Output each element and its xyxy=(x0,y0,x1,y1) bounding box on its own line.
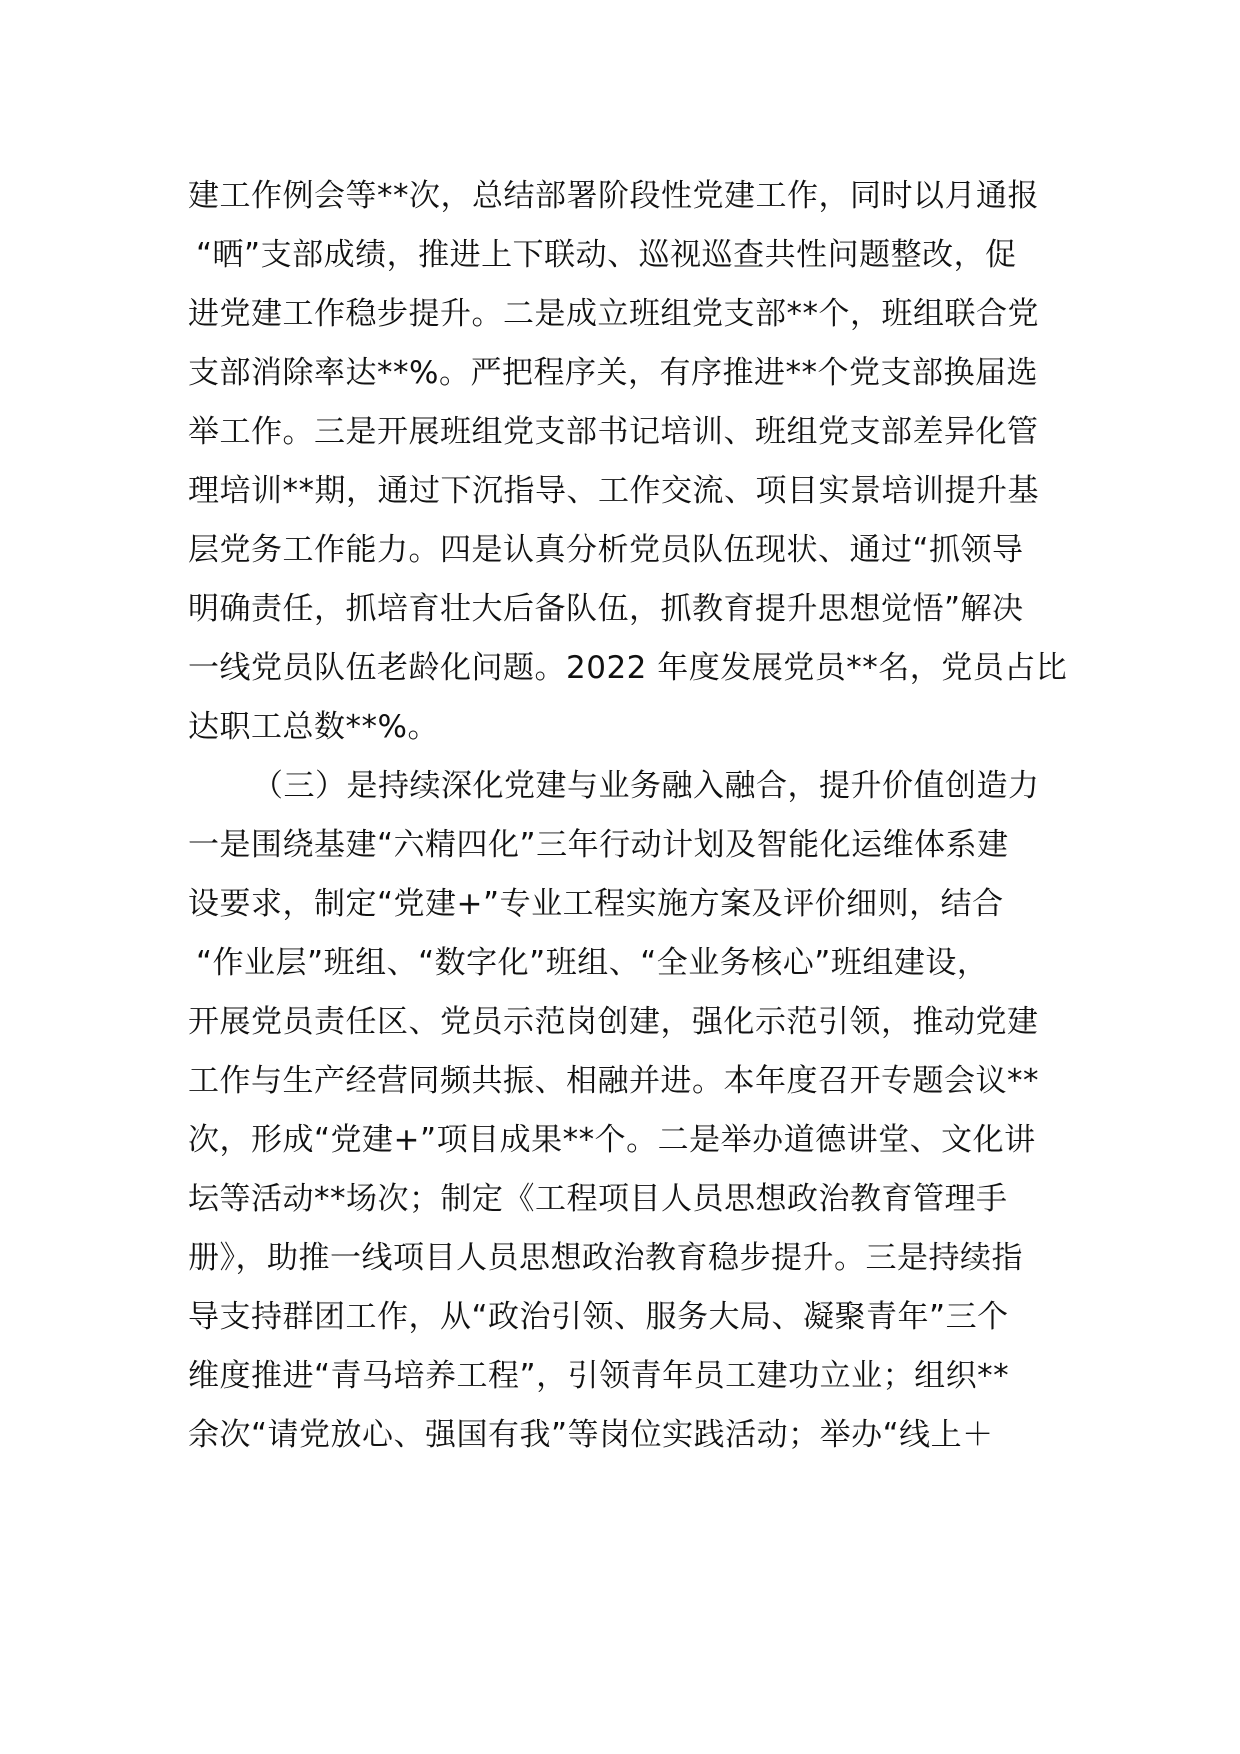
body-line: 理培训**期，通过下沉指导、工作交流、项目实景培训提升基 xyxy=(188,473,1039,509)
body-line: 一是围绕基建“六精四化”三年行动计划及智能化运维体系建 xyxy=(188,827,1009,863)
body-line: 层党务工作能力。四是认真分析党员队伍现状、通过“抓领导 xyxy=(188,532,1024,568)
body-line: 维度推进“青马培养工程”，引领青年员工建功立业；组织** xyxy=(188,1358,1010,1394)
body-line: 余次“请党放心、强国有我”等岗位实践活动；举办“线上＋ xyxy=(188,1417,994,1453)
body-line: 设要求，制定“党建+”专业工程实施方案及评价细则，结合 xyxy=(188,886,1004,922)
body-line: 一线党员队伍老龄化问题。2022 年度发展党员**名，党员占比 xyxy=(188,650,1068,686)
body-line: “作业层”班组、“数字化”班组、“全业务核心”班组建设， xyxy=(196,945,989,981)
body-line: 建工作例会等**次，总结部署阶段性党建工作，同时以月通报 xyxy=(188,178,1039,214)
body-line: 达职工总数**%。 xyxy=(188,709,439,745)
body-line: 明确责任，抓培育壮大后备队伍，抓教育提升思想觉悟”解决 xyxy=(188,591,1024,627)
body-line: 开展党员责任区、党员示范岗创建，强化示范引领，推动党建 xyxy=(188,1004,1039,1040)
body-line: 册》，助推一线项目人员思想政治教育稳步提升。三是持续指 xyxy=(188,1240,1023,1276)
body-line: 坛等活动**场次；制定《工程项目人员思想政治教育管理手 xyxy=(188,1181,1008,1217)
body-line: “晒”支部成绩，推进上下联动、巡视巡查共性问题整改，促 xyxy=(196,237,1017,273)
body-line: 次，形成“党建+”项目成果**个。二是举办道德讲堂、文化讲 xyxy=(188,1122,1036,1158)
body-line: 工作与生产经营同频共振、相融并进。本年度召开专题会议** xyxy=(188,1063,1039,1099)
body-line: 举工作。三是开展班组党支部书记培训、班组党支部差异化管 xyxy=(188,414,1039,450)
body-line: 导支持群团工作，从“政治引领、服务大局、凝聚青年”三个 xyxy=(188,1299,1009,1335)
section-heading: （三）是持续深化党建与业务融入融合，提升价值创造力 xyxy=(252,768,1040,804)
body-line: 进党建工作稳步提升。二是成立班组党支部**个，班组联合党 xyxy=(188,296,1039,332)
body-line: 支部消除率达**%。严把程序关，有序推进**个党支部换届选 xyxy=(188,355,1038,391)
